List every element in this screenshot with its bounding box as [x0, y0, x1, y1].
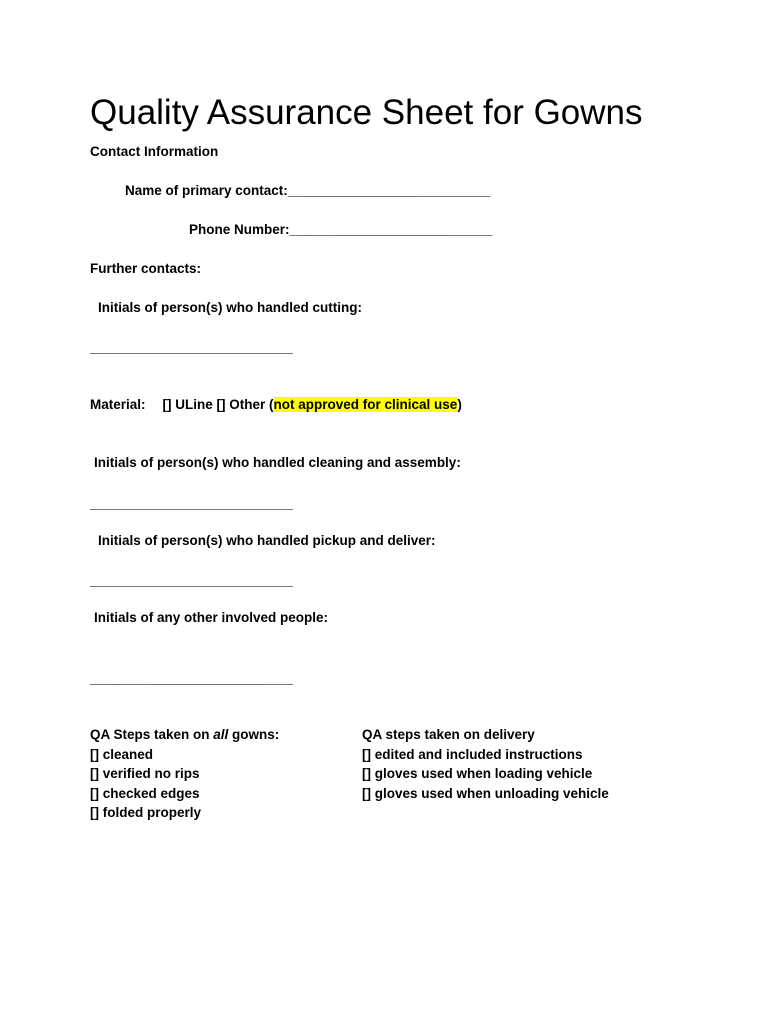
material-row: [90, 397, 462, 413]
pickup-label: Initials of person(s) who handled pickup and deliver:: [98, 533, 436, 548]
qa-all-heading: QA Steps taken on all gowns:: [90, 727, 280, 742]
qa-delivery-item-instructions[interactable]: [] edited and included instructions: [362, 746, 583, 762]
material-options[interactable]: [] ULine [] Other (: [162, 397, 274, 412]
cutting-label: Initials of person(s) who handled cutting:: [98, 300, 362, 315]
primary-contact-blank[interactable]: ___________________________: [287, 183, 491, 198]
other-people-label: Initials of any other involved people:: [94, 610, 329, 625]
material-close-paren: ): [457, 397, 462, 412]
qa-delivery-list: [362, 725, 609, 803]
phone-blank[interactable]: ___________________________: [289, 222, 493, 237]
primary-contact-label: Name of primary contact:: [125, 183, 288, 198]
contact-heading: Contact Information: [90, 144, 219, 159]
qa-delivery-heading: QA steps taken on delivery: [362, 727, 535, 742]
phone-label: Phone Number:: [189, 222, 290, 237]
material-label: Material:: [90, 397, 146, 412]
qa-all-item-cleaned[interactable]: [] cleaned: [90, 746, 154, 762]
cleaning-blank[interactable]: ___________________________: [90, 496, 293, 511]
pickup-blank[interactable]: ___________________________: [90, 573, 293, 588]
qa-all-item-folded[interactable]: [] folded properly: [90, 805, 201, 820]
cutting-blank[interactable]: ___________________________: [90, 340, 293, 355]
cleaning-label: Initials of person(s) who handled cleaning and assembly:: [94, 455, 461, 470]
page-title: Quality Assurance Sheet for Gowns: [90, 93, 643, 132]
qa-delivery-item-unloading[interactable]: [] gloves used when unloading vehicle: [362, 785, 609, 801]
qa-all-item-verified[interactable]: [] verified no rips: [90, 766, 200, 781]
other-people-blank[interactable]: ___________________________: [90, 671, 293, 686]
qa-delivery-item-loading[interactable]: [] gloves used when loading vehicle: [362, 766, 593, 781]
primary-contact-row: [125, 183, 491, 199]
qa-all-gowns-list: [90, 725, 279, 823]
further-contacts-heading: Further contacts:: [90, 261, 202, 276]
material-note-highlight: not approved for clinical use: [273, 397, 458, 412]
phone-row: [189, 222, 492, 238]
qa-all-item-edges[interactable]: [] checked edges: [90, 785, 200, 801]
